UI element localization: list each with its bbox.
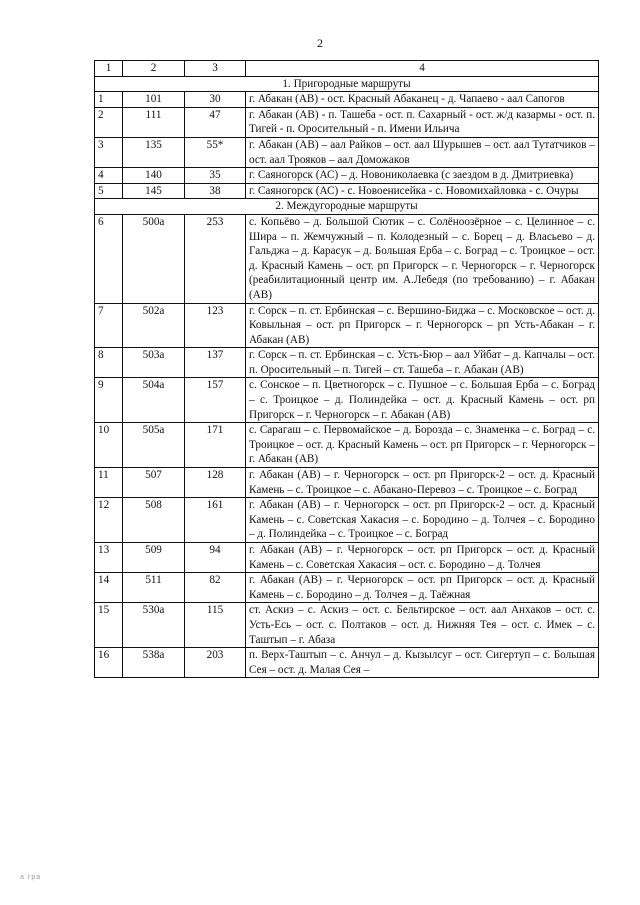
route-length-cell: 123	[185, 303, 246, 348]
route-description-cell: с. Сарагаш – с. Первомайское – д. Борозда – с. Знаменка – с. Боград – с. Троицкое – ост. д. Красный Камень – ост. рп Пригорск – г. Черногорск – г. Абакан (АВ)	[246, 423, 599, 468]
table-row	[95, 183, 599, 199]
page-number: 2	[317, 36, 323, 50]
row-number-cell: 5	[95, 183, 123, 199]
route-description-cell: г. Саяногорск (АС) - с. Новоенисейка - с. Новомихайловка - с. Очуры	[246, 183, 599, 199]
table-row	[95, 92, 599, 108]
row-number-cell: 13	[95, 543, 123, 573]
routes-table	[94, 60, 599, 678]
table-row	[95, 348, 599, 378]
route-length-cell: 47	[185, 107, 246, 137]
route-length-cell: 55*	[185, 137, 246, 167]
table-row	[95, 573, 599, 603]
row-number-cell: 3	[95, 137, 123, 167]
section-header-row	[95, 76, 599, 92]
route-number-cell: 135	[123, 137, 185, 167]
route-length-cell: 253	[185, 214, 246, 303]
scan-footer-mark: а гра	[20, 874, 42, 881]
route-number-cell: 504а	[123, 378, 185, 423]
route-length-cell: 115	[185, 603, 246, 648]
route-length-cell: 157	[185, 378, 246, 423]
route-number-cell: 507	[123, 468, 185, 498]
table-row	[95, 423, 599, 468]
route-description-cell: с. Сонское – п. Цветногорск – с. Пушное – с. Большая Ерба – с. Боград – с. Троицкое – д. Полиндейка – ост. д. Красный Камень – ост. рп Пригорск – г. Черногорск – г. Абакан (АВ)	[246, 378, 599, 423]
route-length-cell: 38	[185, 183, 246, 199]
row-number-cell: 4	[95, 168, 123, 184]
row-number-cell: 11	[95, 468, 123, 498]
table-row	[95, 137, 599, 167]
table-row	[95, 378, 599, 423]
route-number-cell: 511	[123, 573, 185, 603]
route-length-cell: 30	[185, 92, 246, 108]
route-description-cell: г. Абакан (АВ) – г. Черногорск – ост. рп Пригорск-2 – ост. д. Красный Камень – с. Троицкое – с. Абакано-Перевоз – с. Троицкое – с. Боград	[246, 468, 599, 498]
row-number-cell: 2	[95, 107, 123, 137]
route-number-cell: 500а	[123, 214, 185, 303]
table-row	[95, 543, 599, 573]
route-length-cell: 94	[185, 543, 246, 573]
route-number-cell: 503а	[123, 348, 185, 378]
route-length-cell: 82	[185, 573, 246, 603]
row-number-cell: 16	[95, 648, 123, 678]
table-header-row	[95, 61, 599, 77]
row-number-cell: 10	[95, 423, 123, 468]
route-length-cell: 203	[185, 648, 246, 678]
route-number-cell: 140	[123, 168, 185, 184]
table-row	[95, 468, 599, 498]
route-length-cell: 128	[185, 468, 246, 498]
row-number-cell: 6	[95, 214, 123, 303]
table-row	[95, 168, 599, 184]
section-title: 1. Пригородные маршруты	[95, 76, 599, 92]
route-number-cell: 111	[123, 107, 185, 137]
route-number-cell: 145	[123, 183, 185, 199]
column-header-length: 3	[185, 61, 246, 77]
row-number-cell: 1	[95, 92, 123, 108]
route-description-cell: г. Абакан (АВ) - ост. Красный Абаканец - д. Чапаево - аал Сапогов	[246, 92, 599, 108]
column-header-description: 4	[246, 61, 599, 77]
route-description-cell: п. Верх-Таштып – с. Анчул – д. Кызылсуг – ост. Сигертуп – с. Большая Сея – ост. д. Малая Сея –	[246, 648, 599, 678]
column-header-number: 1	[95, 61, 123, 77]
route-description-cell: г. Сорск – п. ст. Ербинская – с. Вершино-Биджа – с. Московское – ост. д. Ковыльная – ост. рп Пригорск – г. Черногорск – рп Усть-Абакан – г. Абакан (АВ)	[246, 303, 599, 348]
route-description-cell: г. Абакан (АВ) – аал Райков – ост. аал Шурышев – ост. аал Тутатчиков – ост. аал Трояков – аал Доможаков	[246, 137, 599, 167]
route-length-cell: 171	[185, 423, 246, 468]
table-row	[95, 498, 599, 543]
column-header-route: 2	[123, 61, 185, 77]
route-description-cell: г. Саяногорск (АС) – д. Новониколаевка (с заездом в д. Дмитриевка)	[246, 168, 599, 184]
table-row	[95, 648, 599, 678]
route-number-cell: 530а	[123, 603, 185, 648]
route-number-cell: 505а	[123, 423, 185, 468]
row-number-cell: 14	[95, 573, 123, 603]
route-description-cell: ст. Аскиз – с. Аскиз – ост. с. Бельтирское – ост. аал Анхаков – ост. с. Усть-Есь – ост. с. Полтаков – ост. д. Нижняя Тея – ост. с. Имек – с. Таштып – г. Абаза	[246, 603, 599, 648]
route-description-cell: г. Сорск – п. ст. Ербинская – с. Усть-Бюр – аал Уйбат – д. Капчалы – ост. п. Оросительный – п. Тигей – ст. Ташеба – г. Абакан (АВ)	[246, 348, 599, 378]
route-length-cell: 161	[185, 498, 246, 543]
section-title: 2. Междугородные маршруты	[95, 199, 599, 215]
route-number-cell: 502а	[123, 303, 185, 348]
row-number-cell: 7	[95, 303, 123, 348]
route-description-cell: с. Копьёво – д. Большой Сютик – с. Солёноозёрное – с. Целинное – с. Шира – п. Жемчужный – п. Колодезный – с. Борец – д. Власьево – д. Гальджа – д. Карасук – д. Большая Ерба – с. Боград – с. Троицкое – ост. д. Красный Камень – ост. рп Пригорск – г. Черногорск – г. Черногорск (реабилитационный центр им. А.Лебедя (по требованию) – г. Абакан (АВ)	[246, 214, 599, 303]
row-number-cell: 9	[95, 378, 123, 423]
route-number-cell: 538а	[123, 648, 185, 678]
route-description-cell: г. Абакан (АВ) – г. Черногорск – ост. рп Пригорск – ост. д. Красный Камень – с. Советская Хакасия – ост. с. Бородино – д. Толчея	[246, 543, 599, 573]
route-length-cell: 137	[185, 348, 246, 378]
row-number-cell: 8	[95, 348, 123, 378]
route-description-cell: г. Абакан (АВ) – г. Черногорск – ост. рп Пригорск-2 – ост. д. Красный Камень – с. Советская Хакасия – с. Бородино – д. Толчея – с. Бородино – д. Полиндейка – с. Троицкое – с. Боград	[246, 498, 599, 543]
table-row	[95, 107, 599, 137]
route-number-cell: 101	[123, 92, 185, 108]
route-description-cell: г. Абакан (АВ) – г. Черногорск – ост. рп Пригорск – ост. д. Красный Камень – с. Бородино – д. Толчея – д. Таёжная	[246, 573, 599, 603]
table-row	[95, 603, 599, 648]
table-row	[95, 214, 599, 303]
row-number-cell: 15	[95, 603, 123, 648]
routes-table-body	[95, 61, 599, 678]
section-header-row	[95, 199, 599, 215]
route-number-cell: 508	[123, 498, 185, 543]
row-number-cell: 12	[95, 498, 123, 543]
route-number-cell: 509	[123, 543, 185, 573]
table-row	[95, 303, 599, 348]
route-length-cell: 35	[185, 168, 246, 184]
route-description-cell: г. Абакан (АВ) - п. Ташеба - ост. п. Сахарный - ост. ж/д казармы - ост. п. Тигей - п. Оросительный - п. Имени Ильича	[246, 107, 599, 137]
